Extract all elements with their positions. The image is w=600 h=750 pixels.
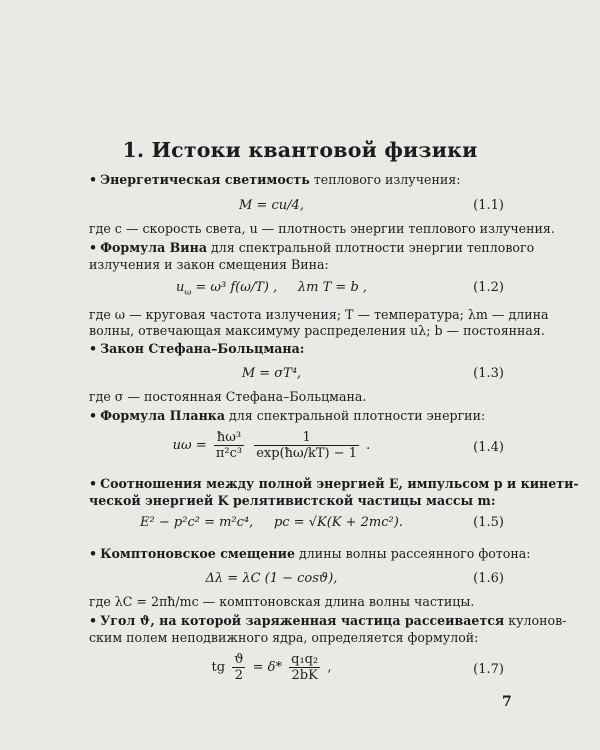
page-number: 7 [502, 694, 512, 710]
term-compton: Комптоновское смещение [100, 546, 296, 561]
note-1-2-line2: волны, отвечающая максимуму распределения uλ; b — постоянная. [89, 323, 545, 338]
formula-part: E² − p²c² = m²c⁴, [140, 515, 254, 530]
term-planck: Формула Планка [100, 408, 226, 423]
note-1-1: где c — скорость света, u — плотность энергии теплового излучения. [89, 221, 555, 236]
paragraph-wien-line2: излучения и закон смещения Вина: [89, 257, 329, 272]
paragraph-wien: • Формула Вина для спектральной плотности энергии теплового [89, 240, 535, 255]
term-wien: Формула Вина [100, 240, 208, 255]
paragraph-relativistic: • Соотношения между полной энергией E, импульсом p и кинети- [89, 476, 579, 491]
equation-1-7 [89, 650, 504, 690]
punct: . [366, 438, 371, 453]
term-stefan: Закон Стефана–Больцмана: [100, 341, 305, 356]
equation-1-5 [89, 515, 504, 549]
equation-number: (1.5) [473, 515, 504, 530]
formula-part: = ω³ f(ω/T) , [195, 280, 278, 295]
section-title: 1. Истоки квантовой физики [122, 138, 478, 162]
formula-part: pc = √K(K + 2mc²). [273, 515, 403, 530]
note-1-2-line1: где ω — круговая частота излучения; T — температура; λm — длина [89, 307, 549, 322]
text: длины волны рассеянного фотона: [295, 546, 531, 561]
note-1-6: где λC = 2πħ/mc — комптоновская длина волны частицы. [89, 594, 475, 609]
numerator: q₁q₂ [291, 652, 319, 667]
denominator: 2 [234, 668, 243, 683]
paragraph-luminosity: • Энергетическая светимость теплового излучения: [89, 172, 461, 187]
term-luminosity: Энергетическая светимость [100, 172, 310, 187]
bleed-through-text [80, 10, 520, 110]
fraction-2 [289, 652, 320, 683]
numerator: ϑ [234, 652, 244, 667]
text: для спектральной плотности энергии: [225, 408, 486, 423]
text: кулонов- [504, 613, 567, 628]
equation-1-4 [89, 428, 504, 468]
equation-number: (1.2) [473, 280, 504, 295]
numerator: ħω³ [214, 430, 244, 446]
text: ческой энергией K релятивистской частицы массы m: [89, 493, 496, 508]
formula-lhs: uω = [172, 438, 207, 453]
paragraph-planck: • Формула Планка для спектральной плотности энергии: [89, 408, 486, 423]
paragraph-relativistic-line2 [89, 493, 504, 509]
paragraph-scattering: • Угол ϑ, на которой заряженная частица рассеивается кулонов- [89, 613, 567, 628]
fraction-1 [232, 652, 245, 683]
numerator: 1 [254, 430, 359, 446]
paragraph-compton: • Комптоновское смещение длины волны рассеянного фотона: [89, 546, 531, 561]
fraction-1 [214, 430, 244, 461]
punct: , [327, 660, 332, 675]
equation-1-2: $u_\omega = \omega^3$ f(ω/T) , λm T = b , (1.2) [175, 280, 504, 298]
formula: Δλ = λC (1 − cosϑ), [205, 571, 338, 586]
term-scattering: Угол ϑ, на которой заряженная частица рассеивается [100, 613, 505, 628]
formula: M = σT⁴, [241, 366, 302, 381]
equation-number: (1.3) [473, 366, 504, 381]
fraction-2 [254, 430, 359, 461]
text: теплового излучения: [309, 172, 461, 187]
formula-lhs: tg [211, 660, 226, 675]
denominator: π²c³ [215, 446, 243, 461]
paragraph-scattering-line2: ским полем неподвижного ядра, определяется формулой: [89, 630, 479, 645]
formula: M = cu/4, [239, 198, 304, 213]
formula-part: u [175, 280, 185, 295]
denominator: 2bK [291, 668, 318, 683]
denominator: exp(ħω/kT) − 1 [256, 446, 358, 461]
paragraph-stefan: • Закон Стефана–Больцмана: [89, 341, 305, 356]
text: для спектральной плотности энергии теплового [207, 240, 535, 255]
note-1-3: где σ — постоянная Стефана–Больцмана. [89, 389, 367, 404]
equation-number: (1.4) [473, 440, 504, 455]
equation-number: (1.1) [473, 198, 504, 213]
equation-number: (1.7) [473, 662, 504, 677]
formula-part: λm T = b , [297, 280, 368, 295]
equation-number: (1.6) [473, 571, 504, 586]
formula-mid: = δ* [252, 660, 282, 675]
term-relativistic: Соотношения между полной энергией E, импульсом p и кинети- [100, 476, 579, 491]
